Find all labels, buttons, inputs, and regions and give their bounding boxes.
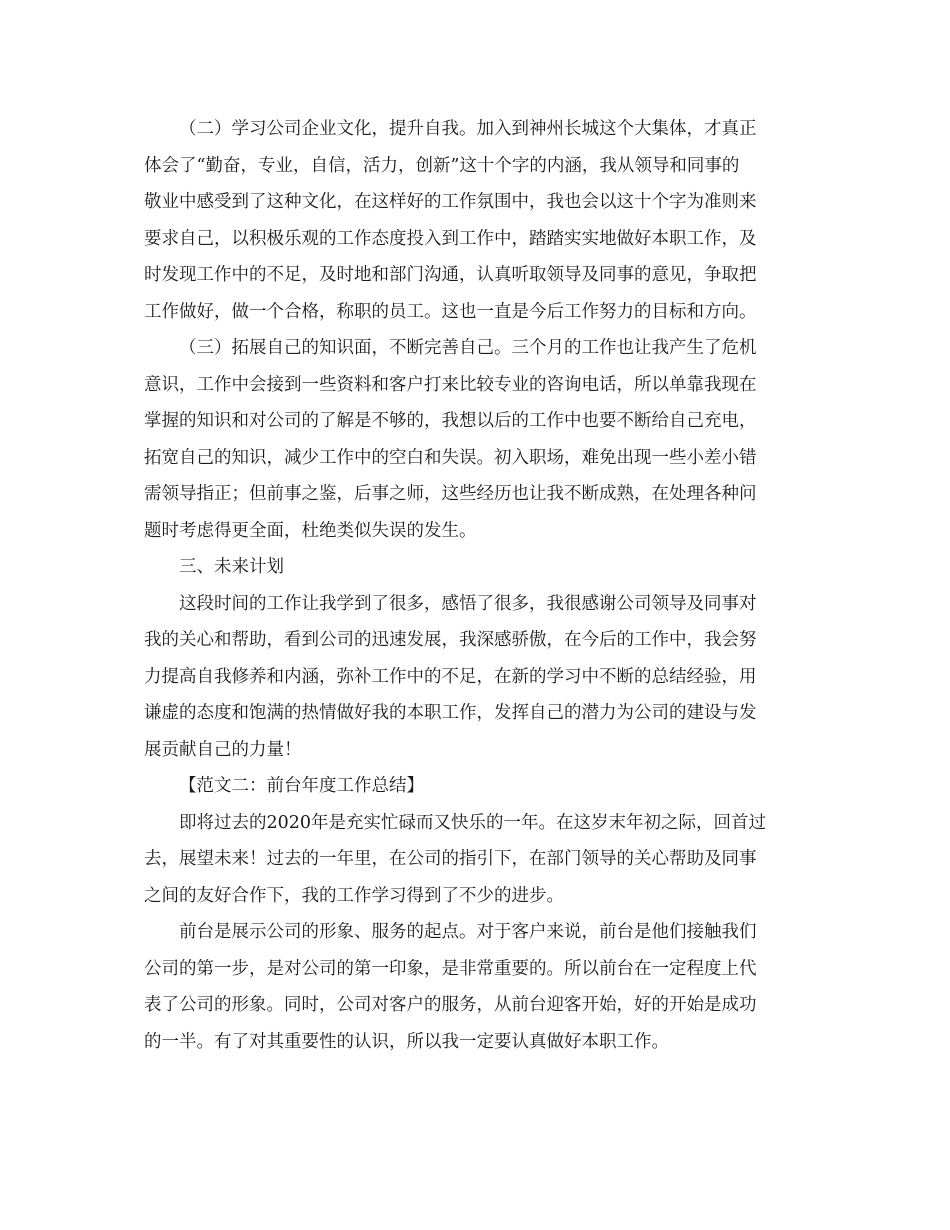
paragraph-expand-knowledge: （三）拓展自己的知识面，不断完善自己。三个月的工作也让我产生了危机 意识，工作中会接到一些资料和客户打来比较专业的咨询电话，所以单靠我现在 掌握的知识和对公司的了解是不够的，我想以后的工作中也要不断给自己充电， 拓宽自己的知识，减少工作中的空白和失误。初入职场，难免出现一些小差小错 需领导指正；但前事之鉴，后事之师，这些经历也让我不断成熟，在处理各种问 题时考虑得更全面，杜绝类似失误的发生。 xyxy=(144,338,757,541)
sample-title-front-desk: 【范文二：前台年度工作总结】 xyxy=(179,776,424,796)
paragraph-year-review: 即将过去的2020年是充实忙碌而又快乐的一年。在这岁末年初之际，回首过 去，展望未来！过去的一年里，在公司的指引下，在部门领导的关心帮助及同事 之间的友好合作下，我的工作学习得到了不少的进步。 xyxy=(144,812,767,906)
document-body xyxy=(144,111,804,1060)
paragraph-front-desk-role: 前台是展示公司的形象、服务的起点。对于客户来说，前台是他们接触我们 公司的第一步，是对公司的第一印象，是非常重要的。所以前台在一定程度上代 表了公司的形象。同时，公司对客户的服务，从前台迎客开始，好的开始是成功 的一半。有了对其重要性的认识，所以我一定要认真做好本职工作。 xyxy=(144,922,757,1052)
section-heading-future-plan: 三、未来计划 xyxy=(179,557,284,577)
paragraph-learn-culture: （二）学习公司企业文化，提升自我。加入到神州长城这个大集体，才真正 体会了“勤奋，专业，自信，活力，创新”这十个字的内涵，我从领导和同事的 敬业中感受到了这种文化，在这样好的工作氛围中，我也会以这十个字为准则来 要求自己，以积极乐观的工作态度投入到工作中，踏踏实实地做好本职工作，及 时发现工作中的不足，及时地和部门沟通，认真听取领导及同事的意见，争取把 工作做好，做一个合格，称职的员工。这也一直是今后工作努力的目标和方向。 xyxy=(144,119,757,322)
paragraph-future-plan: 这段时间的工作让我学到了很多，感悟了很多，我很感谢公司领导及同事对 我的关心和帮助，看到公司的迅速发展，我深感骄傲，在今后的工作中，我会努 力提高自我修养和内涵，弥补工作中的不足，在新的学习中不断的总结经验，用 谦虚的态度和饱满的热情做好我的本职工作，发挥自己的潜力为公司的建设与发 展贡献自己的力量！ xyxy=(144,593,757,760)
